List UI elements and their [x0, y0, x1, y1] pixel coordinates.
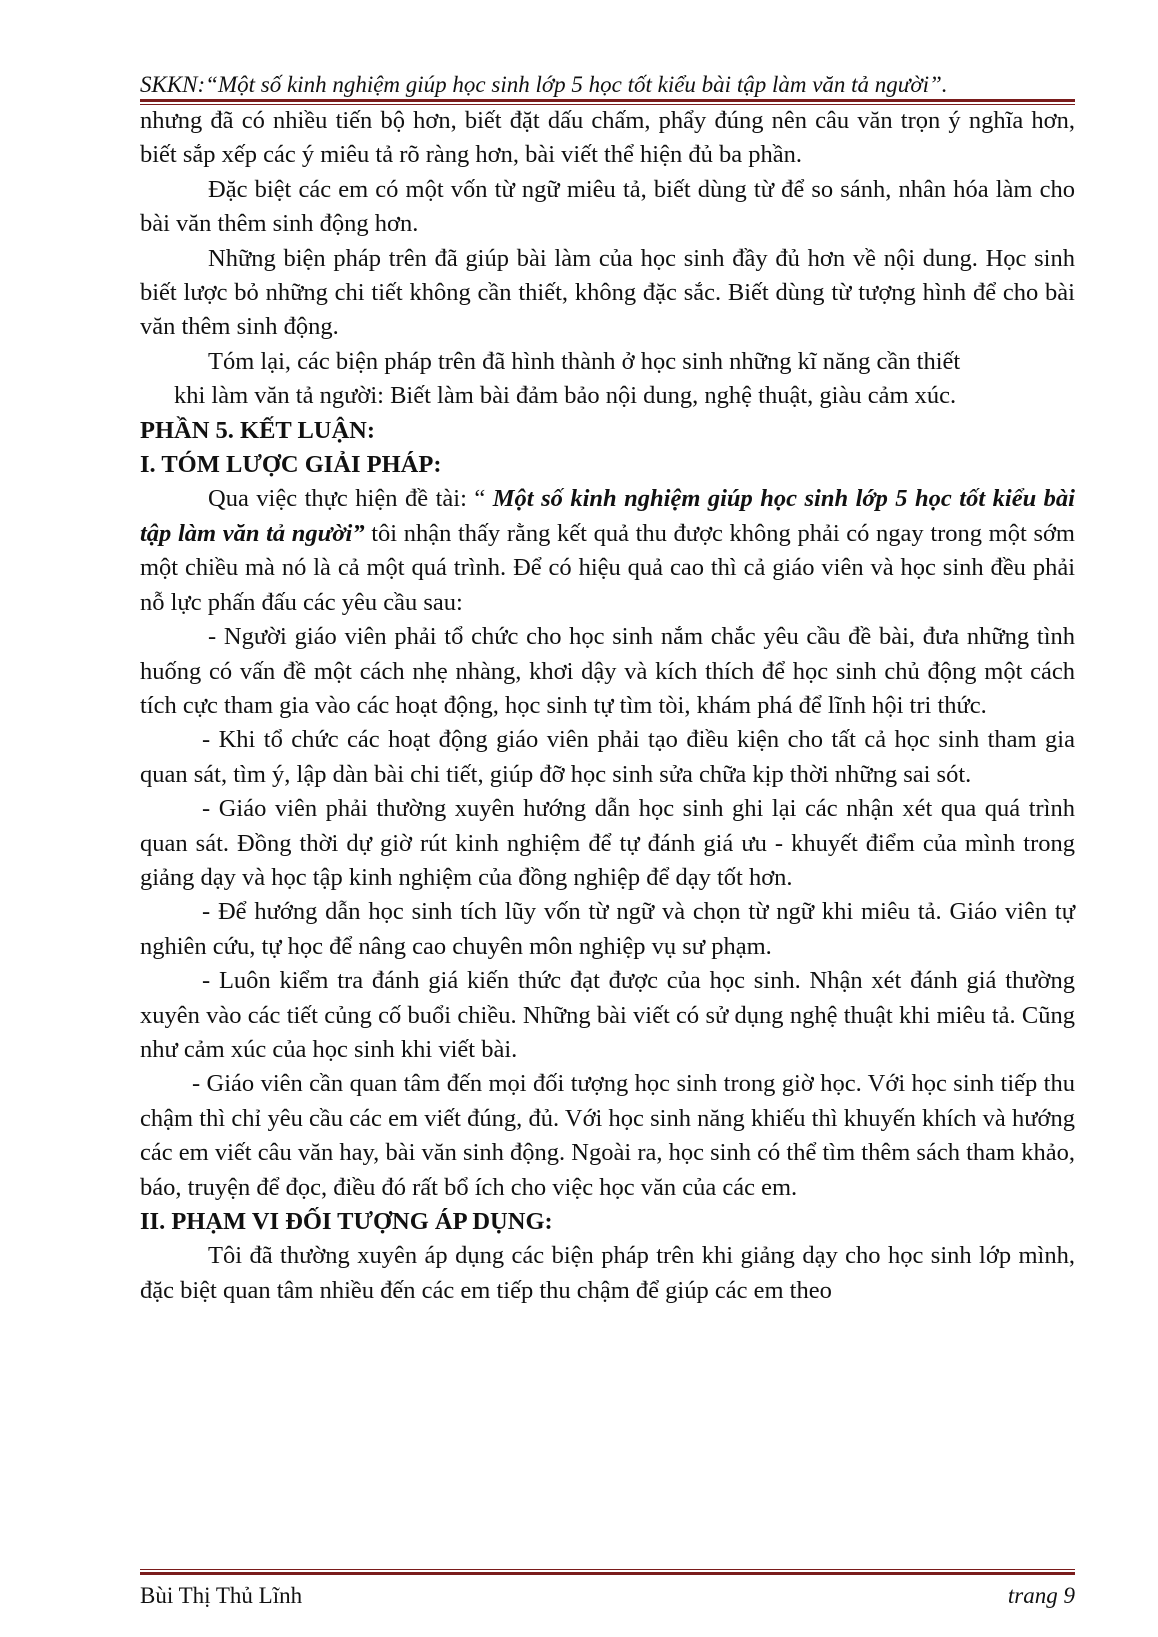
paragraph-4-line-2: khi làm văn tả người: Biết làm bài đảm bảo nội dung, nghệ thuật, giàu cảm xúc.: [174, 382, 957, 410]
heading-section-2: II. PHẠM VI ĐỐI TƯỢNG ÁP DỤNG:: [140, 1208, 553, 1235]
paragraph-1: nhưng đã có nhiều tiến bộ hơn, biết đặt dấu chấm, phẩy đúng nên câu văn trọn ý nghĩa hơn, biết sắp xếp các ý miêu tả rõ ràng hơn, bài viết thể hiện đủ ba phần.: [140, 107, 1075, 169]
footer-author: Bùi Thị Thủ Lĩnh: [140, 1583, 303, 1608]
footer-rule: [140, 1569, 1075, 1576]
paragraph-3: Những biện pháp trên đã giúp bài làm của học sinh đầy đủ hơn về nội dung. Học sinh biết lược bỏ những chi tiết không cần thiết, không đặc sắc. Biết dùng từ tượng hình để cho bài văn thêm sinh động.: [140, 244, 1075, 341]
footer-page-number: trang 9: [1007, 1583, 1075, 1608]
bullet-3: - Giáo viên phải thường xuyên hướng dẫn học sinh ghi lại các nhận xét qua quá trình quan sát. Đồng thời dự giờ rút kinh nghiệm để tự đánh giá ưu - khuyết điểm của mình trong giảng dạy và học tập kinh nghiệm của đồng nghiệp để dạy tốt hơn.: [140, 795, 1075, 891]
paragraph-6: Tôi đã thường xuyên áp dụng các biện pháp trên khi giảng dạy cho học sinh lớp mình, đặc biệt quan tâm nhiều đến các em tiếp thu chậm để giúp các em theo: [140, 1242, 1075, 1304]
heading-part-5: PHẦN 5. KẾT LUẬN:: [140, 416, 376, 444]
bullet-2: - Khi tổ chức các hoạt động giáo viên phải tạo điều kiện cho tất cả học sinh tham gia quan sát, tìm ý, lập dàn bài chi tiết, giúp đỡ học sinh sửa chữa kịp thời những sai sót.: [140, 726, 1075, 788]
paragraph-5-lead: Qua việc thực hiện đề tài: “: [208, 485, 493, 513]
page-header: SKKN:“Một số kinh nghiệm giúp học sinh lớp 5 học tốt kiểu bài tập làm văn tả người”.: [140, 72, 948, 97]
bullet-6: - Giáo viên cần quan tâm đến mọi đối tượng học sinh trong giờ học. Với học sinh tiếp thu chậm thì chỉ yêu cầu các em viết đúng, đủ. Với học sinh năng khiếu thì khuyến khích và hướng các em viết câu văn hay, bài văn sinh động. Ngoài ra, học sinh có thể tìm thêm sách tham khảo, báo, truyện để đọc, điều đó rất bổ ích cho việc học văn của các em.: [140, 1070, 1075, 1201]
paragraph-5-rest: tôi nhận thấy rằng kết quả thu được không phải có ngay trong một sớm một chiều mà nó là cả một quá trình. Để có hiệu quả cao thì cả giáo viên và học sinh đều phải nỗ lực phấn đấu các yêu cầu sau:: [140, 519, 1075, 616]
paragraph-5: [140, 482, 1075, 620]
heading-section-1: I. TÓM LƯỢC GIẢI PHÁP:: [140, 451, 442, 479]
paragraph-4-line-1: Tóm lại, các biện pháp trên đã hình thành ở học sinh những kĩ năng cần thiết: [208, 347, 961, 375]
paragraph-2: Đặc biệt các em có một vốn từ ngữ miêu tả, biết dùng từ để so sánh, nhân hóa làm cho bài văn thêm sinh động hơn.: [140, 175, 1075, 238]
bullet-5: - Luôn kiểm tra đánh giá kiến thức đạt được của học sinh. Nhận xét đánh giá thường xuyên vào các tiết củng cố buổi chiều. Những bài viết có sử dụng nghệ thuật khi miêu tả. Cũng như cảm xúc của học sinh khi viết bài.: [140, 967, 1075, 1063]
topic-title: Một số kinh nghiệm giúp học sinh lớp 5 học tốt kiểu bài tập làm văn tả người”: [140, 485, 1075, 547]
bullet-4: - Để hướng dẫn học sinh tích lũy vốn từ ngữ và chọn từ ngữ khi miêu tả. Giáo viên tự nghiên cứu, tự học để nâng cao chuyên môn nghiệp vụ sư phạm.: [140, 898, 1075, 960]
document-body: [140, 104, 1075, 1308]
bullet-1: - Người giáo viên phải tổ chức cho học sinh nắm chắc yêu cầu đề bài, đưa những tình huống có vấn đề một cách nhẹ nhàng, khơi dậy và kích thích để học sinh chủ động một cách tích cực tham gia vào các hoạt động, học sinh tự tìm tòi, khám phá để lĩnh hội tri thức.: [140, 623, 1075, 719]
